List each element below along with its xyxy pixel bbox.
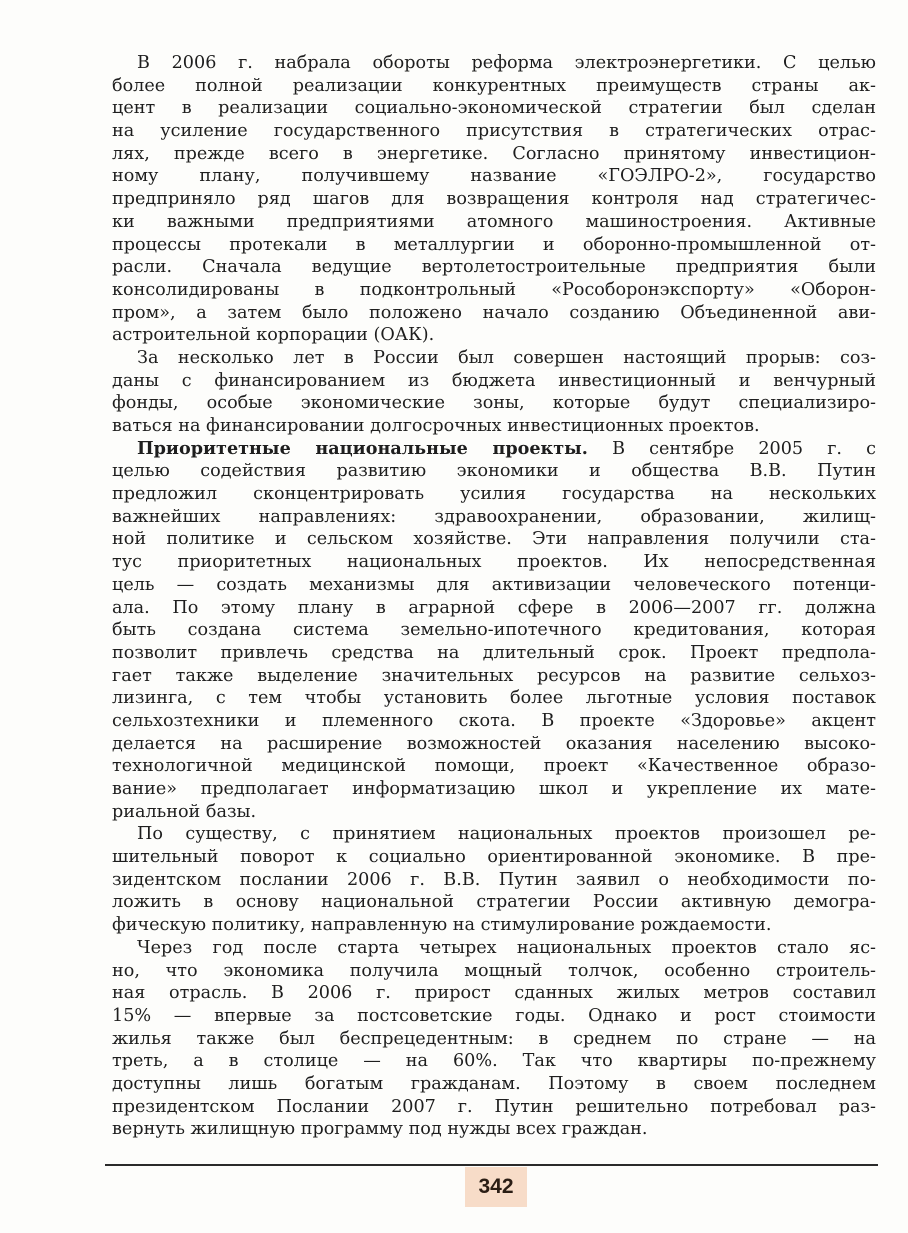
line-text: лях, прежде всего в энергетике. Согласно принятому инвестицион- bbox=[112, 143, 876, 164]
text-line bbox=[112, 869, 876, 892]
line-text: президентском Послании 2007 г. Путин решительно потребовал раз- bbox=[112, 1096, 876, 1117]
line-text: фическую политику, направленную на стимулирование рождаемости. bbox=[112, 915, 772, 936]
text-line bbox=[112, 279, 876, 302]
text-line bbox=[112, 733, 876, 756]
line-text: важнейших направлениях: здравоохранении, образовании, жилищ- bbox=[112, 506, 876, 527]
line-text: ная отрасль. В 2006 г. прирост сданных жилых метров составил bbox=[112, 983, 876, 1004]
text-line bbox=[112, 415, 876, 438]
text-line bbox=[112, 143, 876, 166]
paragraph bbox=[112, 823, 876, 936]
line-text: цент в реализации социально-экономической стратегии был сделан bbox=[112, 98, 876, 119]
text-line bbox=[112, 52, 876, 75]
line-text: лизинга, с тем чтобы установить более льготные условия поставок bbox=[112, 688, 876, 709]
line-text: более полной реализации конкурентных преимуществ страны ак- bbox=[112, 75, 876, 96]
paragraph bbox=[112, 937, 876, 1141]
line-text: консолидированы в подконтрольный «Рособоронэкспорту» «Оборон- bbox=[112, 279, 876, 300]
text-line bbox=[112, 324, 876, 347]
line-text: тус приоритетных национальных проектов. Их непосредственная bbox=[112, 552, 876, 573]
line-text: расли. Сначала ведущие вертолетостроительные предприятия были bbox=[112, 257, 876, 278]
text-line bbox=[112, 165, 876, 188]
text-line bbox=[112, 460, 876, 483]
line-text: ной политике и сельском хозяйстве. Эти направления получили ста- bbox=[112, 529, 876, 550]
line-text: быть создана система земельно-ипотечного кредитования, которая bbox=[112, 620, 876, 641]
line-text: ваться на финансировании долгосрочных инвестиционных проектов. bbox=[112, 416, 760, 436]
line-text: фонды, особые экономические зоны, которые будут специализиро- bbox=[112, 393, 876, 414]
line-text: астроительной корпорации (ОАК). bbox=[112, 325, 435, 346]
line-text: 15% — впервые за постсоветские годы. Однако и рост стоимости bbox=[112, 1005, 876, 1026]
text-line bbox=[112, 506, 876, 529]
text-line bbox=[112, 960, 876, 983]
text-line bbox=[112, 370, 876, 393]
paragraph-section-heading bbox=[112, 438, 876, 824]
text-line bbox=[112, 687, 876, 710]
line-text: позволит привлечь средства на длительный срок. Проект предпола- bbox=[112, 642, 876, 663]
text-line bbox=[112, 891, 876, 914]
text-line bbox=[112, 211, 876, 234]
line-text: По существу, с принятием национальных проектов произошел ре- bbox=[137, 824, 876, 845]
line-text: Через год после старта четырех национальных проектов стало яс- bbox=[137, 937, 876, 958]
text-line bbox=[112, 528, 876, 551]
line-text: но, что экономика получила мощный толчок, особенно строитель- bbox=[112, 960, 876, 981]
line-text: треть, а в столице — на 60%. Так что квартиры по-прежнему bbox=[112, 1051, 876, 1072]
line-text: целью содействия развитию экономики и общества В.В. Путин bbox=[112, 461, 876, 482]
line-text: предложил сконцентрировать усилия государства на нескольких bbox=[112, 484, 876, 505]
text-line bbox=[112, 1118, 876, 1141]
line-text: сельхозтехники и племенного скота. В проекте «Здоровье» акцент bbox=[112, 710, 876, 731]
text-line bbox=[112, 483, 876, 506]
text-line bbox=[112, 846, 876, 869]
line-text: риальной базы. bbox=[112, 801, 257, 822]
line-text: ала. По этому плану в аграрной сфере в 2006—2007 гг. должна bbox=[112, 597, 876, 618]
text-line bbox=[112, 551, 876, 574]
line-text: пром», а затем было положено начало созданию Объединенной ави- bbox=[112, 302, 876, 323]
body-text bbox=[112, 52, 876, 1141]
text-line bbox=[112, 120, 876, 143]
text-line bbox=[112, 75, 876, 98]
text-line bbox=[112, 234, 876, 257]
line-text: жилья также был беспрецедентным: в среднем по стране — на bbox=[112, 1028, 876, 1049]
line-text: ному плану, получившему название «ГОЭЛРО-2», государство bbox=[112, 166, 876, 187]
text-line bbox=[112, 642, 876, 665]
text-line bbox=[112, 914, 876, 937]
line-text: гает также выделение значительных ресурсов на развитие сельхоз- bbox=[112, 665, 876, 686]
line-text: зидентском послании 2006 г. В.В. Путин заявил о необходимости по- bbox=[112, 869, 876, 890]
text-line bbox=[112, 574, 876, 597]
line-text: За несколько лет в России был совершен настоящий прорыв: соз- bbox=[137, 347, 876, 368]
text-line bbox=[112, 937, 876, 960]
text-line bbox=[112, 1073, 876, 1096]
text-line bbox=[112, 619, 876, 642]
line-text: технологичной медицинской помощи, проект «Качественное образо- bbox=[112, 756, 876, 777]
text-line bbox=[112, 1050, 876, 1073]
line-text: доступны лишь богатым гражданам. Поэтому в своем последнем bbox=[112, 1073, 876, 1094]
line-text: делается на расширение возможностей оказания населению высоко- bbox=[112, 733, 876, 754]
text-line bbox=[112, 347, 876, 370]
footer-rule bbox=[105, 1164, 878, 1166]
section-heading: Приоритетные национальные проекты. bbox=[137, 437, 588, 459]
line-text: цель — создать механизмы для активизации человеческого потенци- bbox=[112, 574, 876, 595]
line-text: вернуть жилищную программу под нужды всех граждан. bbox=[112, 1119, 648, 1140]
text-line bbox=[112, 710, 876, 733]
text-line bbox=[112, 755, 876, 778]
line-text: В 2006 г. набрала обороты реформа электроэнергетики. С целью bbox=[137, 53, 876, 73]
text-line bbox=[112, 1028, 876, 1051]
text-line bbox=[112, 823, 876, 846]
line-text: даны с финансированием из бюджета инвестиционный и венчурный bbox=[112, 370, 876, 391]
paragraph bbox=[112, 52, 876, 347]
line-text: вание» предполагает информатизацию школ и укрепление их мате- bbox=[112, 779, 876, 799]
line-text: на усиление государственного присутствия в стратегических отрас- bbox=[112, 121, 876, 142]
paragraph bbox=[112, 347, 876, 438]
line-text: предприняло ряд шагов для возвращения контроля над стратегичес- bbox=[112, 189, 876, 210]
text-line bbox=[112, 801, 876, 824]
text-line bbox=[112, 597, 876, 620]
text-line bbox=[112, 438, 876, 461]
line-text: ложить в основу национальной стратегии России активную демогра- bbox=[112, 892, 876, 913]
text-line bbox=[112, 392, 876, 415]
text-line bbox=[112, 302, 876, 325]
text-line bbox=[112, 665, 876, 688]
line-text: В сентябре 2005 г. с bbox=[612, 438, 876, 459]
text-line bbox=[112, 188, 876, 211]
text-line bbox=[112, 97, 876, 120]
text-line bbox=[112, 982, 876, 1005]
line-text: ки важными предприятиями атомного машиностроения. Активные bbox=[112, 211, 876, 232]
text-line bbox=[112, 778, 876, 801]
page-number: 342 bbox=[465, 1167, 527, 1207]
line-text: процессы протекали в металлургии и оборонно-промышленной от- bbox=[112, 234, 876, 255]
text-line bbox=[112, 256, 876, 279]
text-line bbox=[112, 1005, 876, 1028]
text-line bbox=[112, 1096, 876, 1119]
line-text: шительный поворот к социально ориентированной экономике. В пре- bbox=[112, 847, 876, 868]
